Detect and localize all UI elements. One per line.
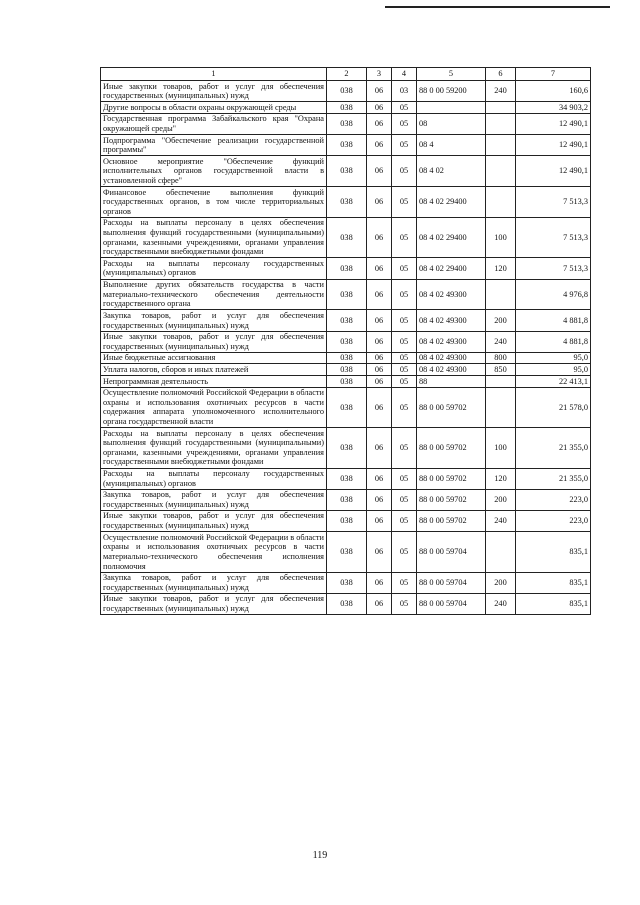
- table-row: [101, 279, 591, 310]
- row-subsection-code: 05: [392, 468, 417, 489]
- table-row: [101, 331, 591, 352]
- row-ministry-code: 038: [327, 279, 367, 310]
- row-ministry-code: 038: [327, 113, 367, 134]
- row-ministry-code: 038: [327, 135, 367, 156]
- row-amount: 95,0: [516, 364, 591, 376]
- row-amount: 835,1: [516, 572, 591, 593]
- row-name: Подпрограмма "Обеспечение реализации государственной программы": [101, 135, 327, 156]
- row-subsection-code: 05: [392, 510, 417, 531]
- row-name: Расходы на выплаты персоналу государственных (муниципальных) органов: [101, 468, 327, 489]
- row-section-code: 06: [367, 258, 392, 279]
- row-name: Выполнение других обязательств государства в части материально-технического обеспечения деятельности государственного органа: [101, 279, 327, 310]
- table-row: [101, 364, 591, 376]
- row-subsection-code: 05: [392, 258, 417, 279]
- row-ministry-code: 038: [327, 102, 367, 114]
- table-row: [101, 187, 591, 218]
- col-header-section: 3: [367, 68, 392, 81]
- table-row: [101, 352, 591, 364]
- table-row: [101, 532, 591, 572]
- row-amount: 223,0: [516, 489, 591, 510]
- row-name: Осуществление полномочий Российской Федерации в области охраны и использования охотничьих ресурсов в части содержания аппарата уполномоченного исполнительного органа государственной власти: [101, 387, 327, 427]
- col-header-ministry: 2: [327, 68, 367, 81]
- row-expense-type: 240: [486, 593, 516, 614]
- col-header-name: 1: [101, 68, 327, 81]
- table-row: [101, 310, 591, 331]
- row-section-code: 06: [367, 187, 392, 218]
- table-body: [101, 81, 591, 615]
- row-amount: 22 413,1: [516, 376, 591, 388]
- row-expense-type: 240: [486, 331, 516, 352]
- row-subsection-code: 05: [392, 279, 417, 310]
- row-target-article: 08 4 02 29400: [417, 258, 486, 279]
- table-row: [101, 113, 591, 134]
- row-section-code: 06: [367, 593, 392, 614]
- row-ministry-code: 038: [327, 187, 367, 218]
- table-row: [101, 156, 591, 187]
- row-section-code: 06: [367, 428, 392, 468]
- row-name: Иные закупки товаров, работ и услуг для обеспечения государственных (муниципальных) нужд: [101, 331, 327, 352]
- row-target-article: 08 4 02 49300: [417, 364, 486, 376]
- row-amount: 21 355,0: [516, 468, 591, 489]
- row-name: Другие вопросы в области охраны окружающей среды: [101, 102, 327, 114]
- row-ministry-code: 038: [327, 428, 367, 468]
- row-expense-type: 120: [486, 258, 516, 279]
- row-expense-type: 850: [486, 364, 516, 376]
- row-section-code: 06: [367, 135, 392, 156]
- row-section-code: 06: [367, 387, 392, 427]
- page-number: 119: [312, 850, 328, 861]
- row-expense-type: [486, 187, 516, 218]
- row-target-article: 08 4 02 29400: [417, 217, 486, 257]
- row-expense-type: [486, 532, 516, 572]
- header-row: [101, 68, 591, 81]
- row-name: Иные бюджетные ассигнования: [101, 352, 327, 364]
- row-target-article: 08 4 02: [417, 156, 486, 187]
- table-row: [101, 489, 591, 510]
- row-name: Расходы на выплаты персоналу в целях обеспечения выполнения функций государственными (муниципальными) органами, казенными учреждениями, органами управления государственными внебюджетными фондами: [101, 428, 327, 468]
- row-section-code: 06: [367, 102, 392, 114]
- row-target-article: 88 0 00 59702: [417, 387, 486, 427]
- row-section-code: 06: [367, 81, 392, 102]
- row-target-article: 88 0 00 59702: [417, 468, 486, 489]
- row-expense-type: 800: [486, 352, 516, 364]
- table-row: [101, 428, 591, 468]
- row-subsection-code: 05: [392, 489, 417, 510]
- row-amount: 835,1: [516, 532, 591, 572]
- row-ministry-code: 038: [327, 310, 367, 331]
- row-name: Непрограммная деятельность: [101, 376, 327, 388]
- row-name: Закупка товаров, работ и услуг для обеспечения государственных (муниципальных) нужд: [101, 310, 327, 331]
- row-expense-type: [486, 279, 516, 310]
- row-amount: 12 490,1: [516, 156, 591, 187]
- row-expense-type: [486, 387, 516, 427]
- row-subsection-code: 05: [392, 387, 417, 427]
- row-expense-type: 120: [486, 468, 516, 489]
- row-subsection-code: 05: [392, 331, 417, 352]
- row-name: Иные закупки товаров, работ и услуг для обеспечения государственных (муниципальных) нужд: [101, 510, 327, 531]
- row-ministry-code: 038: [327, 217, 367, 257]
- row-ministry-code: 038: [327, 572, 367, 593]
- table-row: [101, 135, 591, 156]
- row-name: Закупка товаров, работ и услуг для обеспечения государственных (муниципальных) нужд: [101, 572, 327, 593]
- table-row: [101, 468, 591, 489]
- row-target-article: [417, 102, 486, 114]
- row-target-article: 08 4 02 49300: [417, 352, 486, 364]
- row-expense-type: 200: [486, 489, 516, 510]
- row-name: Осуществление полномочий Российской Федерации в области охраны и использования охотничьих ресурсов в части материально-технического обеспечения исполнения полномочия: [101, 532, 327, 572]
- row-target-article: 08 4 02 49300: [417, 279, 486, 310]
- row-section-code: 06: [367, 376, 392, 388]
- row-amount: 4 881,8: [516, 331, 591, 352]
- row-ministry-code: 038: [327, 593, 367, 614]
- row-expense-type: 200: [486, 310, 516, 331]
- row-ministry-code: 038: [327, 387, 367, 427]
- row-amount: 835,1: [516, 593, 591, 614]
- row-subsection-code: 05: [392, 217, 417, 257]
- row-amount: 12 490,1: [516, 113, 591, 134]
- table-row: [101, 593, 591, 614]
- row-ministry-code: 038: [327, 156, 367, 187]
- row-expense-type: [486, 135, 516, 156]
- row-target-article: 88 0 00 59702: [417, 510, 486, 531]
- row-name: Государственная программа Забайкальского края "Охрана окружающей среды": [101, 113, 327, 134]
- row-target-article: 88 0 00 59702: [417, 489, 486, 510]
- row-section-code: 06: [367, 510, 392, 531]
- row-amount: 21 355,0: [516, 428, 591, 468]
- row-amount: 12 490,1: [516, 135, 591, 156]
- row-section-code: 06: [367, 364, 392, 376]
- row-section-code: 06: [367, 489, 392, 510]
- table-row: [101, 258, 591, 279]
- row-ministry-code: 038: [327, 468, 367, 489]
- row-ministry-code: 038: [327, 532, 367, 572]
- row-expense-type: [486, 376, 516, 388]
- row-subsection-code: 05: [392, 364, 417, 376]
- table-row: [101, 217, 591, 257]
- row-name: Основное мероприятие "Обеспечение функций исполнительных органов государственной власти в установленной сфере": [101, 156, 327, 187]
- row-subsection-code: 05: [392, 156, 417, 187]
- table-row: [101, 102, 591, 114]
- row-ministry-code: 038: [327, 376, 367, 388]
- row-amount: 223,0: [516, 510, 591, 531]
- row-target-article: 88 0 00 59702: [417, 428, 486, 468]
- row-subsection-code: 05: [392, 572, 417, 593]
- col-header-expense-type: 6: [486, 68, 516, 81]
- row-expense-type: [486, 113, 516, 134]
- row-amount: 95,0: [516, 352, 591, 364]
- row-ministry-code: 038: [327, 352, 367, 364]
- row-subsection-code: 05: [392, 135, 417, 156]
- table-row: [101, 387, 591, 427]
- row-section-code: 06: [367, 156, 392, 187]
- row-section-code: 06: [367, 113, 392, 134]
- row-subsection-code: 05: [392, 187, 417, 218]
- row-ministry-code: 038: [327, 364, 367, 376]
- row-expense-type: 200: [486, 572, 516, 593]
- header-rule: [385, 6, 610, 8]
- table-row: [101, 81, 591, 102]
- row-ministry-code: 038: [327, 510, 367, 531]
- row-expense-type: 240: [486, 510, 516, 531]
- row-subsection-code: 05: [392, 376, 417, 388]
- row-subsection-code: 05: [392, 352, 417, 364]
- row-amount: 4 881,8: [516, 310, 591, 331]
- row-amount: 21 578,0: [516, 387, 591, 427]
- row-amount: 7 513,3: [516, 217, 591, 257]
- row-name: Уплата налогов, сборов и иных платежей: [101, 364, 327, 376]
- row-amount: 160,6: [516, 81, 591, 102]
- row-section-code: 06: [367, 310, 392, 331]
- row-subsection-code: 05: [392, 102, 417, 114]
- row-target-article: 88 0 00 59704: [417, 572, 486, 593]
- row-target-article: 88: [417, 376, 486, 388]
- row-expense-type: 240: [486, 81, 516, 102]
- row-subsection-code: 05: [392, 428, 417, 468]
- row-target-article: 08 4: [417, 135, 486, 156]
- row-target-article: 08: [417, 113, 486, 134]
- row-target-article: 08 4 02 49300: [417, 310, 486, 331]
- row-amount: 7 513,3: [516, 258, 591, 279]
- row-expense-type: [486, 156, 516, 187]
- col-header-subsection: 4: [392, 68, 417, 81]
- row-section-code: 06: [367, 352, 392, 364]
- row-ministry-code: 038: [327, 258, 367, 279]
- row-section-code: 06: [367, 532, 392, 572]
- col-header-amount: 7: [516, 68, 591, 81]
- budget-page: [100, 67, 590, 615]
- table-row: [101, 376, 591, 388]
- row-name: Расходы на выплаты персоналу в целях обеспечения выполнения функций государственными (муниципальными) органами, казенными учреждениями, органами управления государственными внебюджетными фондами: [101, 217, 327, 257]
- row-section-code: 06: [367, 331, 392, 352]
- row-ministry-code: 038: [327, 81, 367, 102]
- row-section-code: 06: [367, 468, 392, 489]
- row-subsection-code: 05: [392, 532, 417, 572]
- row-section-code: 06: [367, 217, 392, 257]
- row-subsection-code: 03: [392, 81, 417, 102]
- col-header-target-article: 5: [417, 68, 486, 81]
- row-target-article: 08 4 02 29400: [417, 187, 486, 218]
- row-name: Иные закупки товаров, работ и услуг для обеспечения государственных (муниципальных) нужд: [101, 593, 327, 614]
- row-target-article: 08 4 02 49300: [417, 331, 486, 352]
- row-name: Иные закупки товаров, работ и услуг для обеспечения государственных (муниципальных) нужд: [101, 81, 327, 102]
- row-ministry-code: 038: [327, 331, 367, 352]
- row-ministry-code: 038: [327, 489, 367, 510]
- row-amount: 7 513,3: [516, 187, 591, 218]
- row-section-code: 06: [367, 279, 392, 310]
- row-subsection-code: 05: [392, 310, 417, 331]
- row-subsection-code: 05: [392, 113, 417, 134]
- row-expense-type: 100: [486, 428, 516, 468]
- budget-table: [100, 67, 591, 615]
- row-expense-type: 100: [486, 217, 516, 257]
- table-row: [101, 572, 591, 593]
- row-name: Расходы на выплаты персоналу государственных (муниципальных) органов: [101, 258, 327, 279]
- row-name: Финансовое обеспечение выполнения функций государственных органов, в том числе территориальных органов: [101, 187, 327, 218]
- row-expense-type: [486, 102, 516, 114]
- row-target-article: 88 0 00 59704: [417, 532, 486, 572]
- row-target-article: 88 0 00 59704: [417, 593, 486, 614]
- row-name: Закупка товаров, работ и услуг для обеспечения государственных (муниципальных) нужд: [101, 489, 327, 510]
- row-amount: 4 976,8: [516, 279, 591, 310]
- row-target-article: 88 0 00 59200: [417, 81, 486, 102]
- table-row: [101, 510, 591, 531]
- row-subsection-code: 05: [392, 593, 417, 614]
- row-section-code: 06: [367, 572, 392, 593]
- row-amount: 34 903,2: [516, 102, 591, 114]
